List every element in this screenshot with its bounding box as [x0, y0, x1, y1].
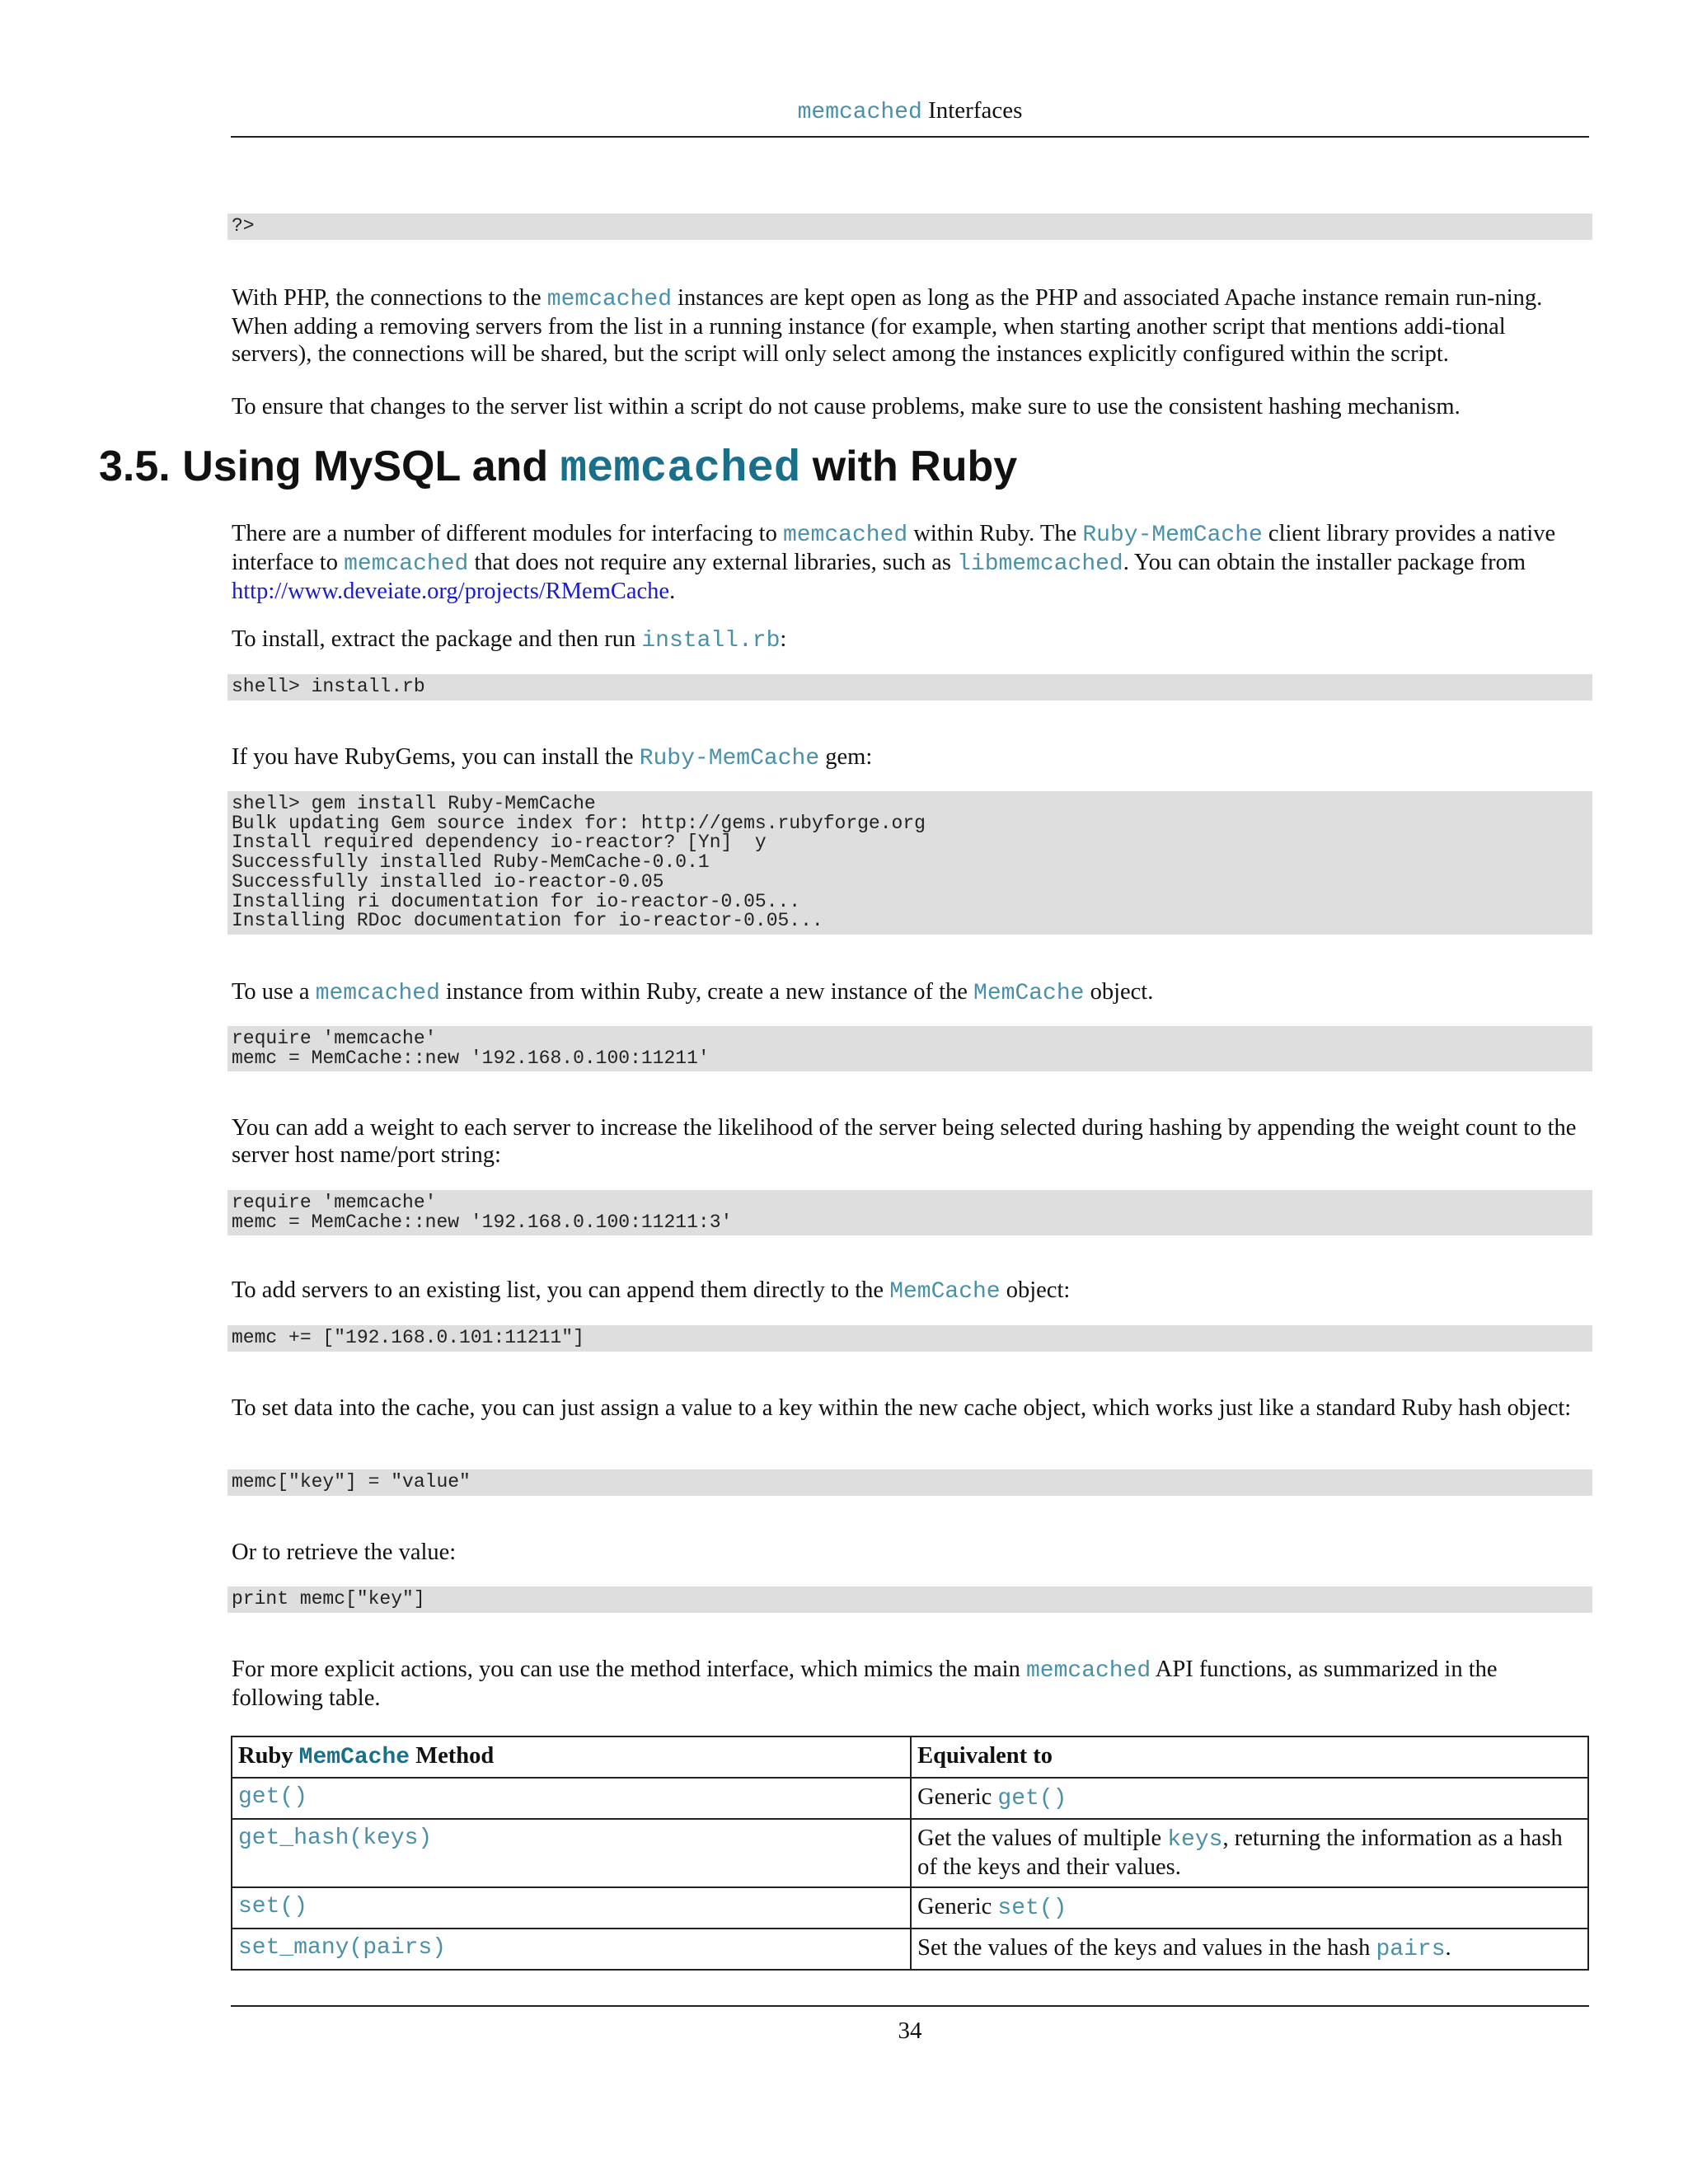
inline-code: memcached	[315, 981, 440, 1006]
rubygems-paragraph: If you have RubyGems, you can install the Ruby-MemCache gem:	[232, 744, 873, 771]
table-header-method: Ruby MemCache Method	[232, 1736, 911, 1778]
set-code-block: memc["key"] = "value"	[227, 1469, 1592, 1496]
inline-code: install.rb	[641, 628, 781, 654]
method-cell: set_many(pairs)	[232, 1929, 911, 1970]
inline-code: get()	[997, 1786, 1067, 1811]
consistent-hashing-paragraph: To ensure that changes to the server list within a script do not cause problems, make sure to use the consistent hashing mechanism.	[232, 394, 1461, 419]
page-number: 34	[898, 2018, 922, 2044]
equivalent-cell: Generic get()	[911, 1778, 1588, 1819]
header-title: Interfaces	[928, 97, 1023, 124]
retrieve-paragraph: Or to retrieve the value:	[232, 1540, 457, 1565]
method-cell: set()	[232, 1887, 911, 1929]
table-header-equivalent: Equivalent to	[911, 1736, 1588, 1778]
inline-code: libmemcached	[957, 551, 1123, 577]
equivalent-cell: Generic set()	[911, 1887, 1588, 1929]
inline-code: Ruby-MemCache	[1082, 523, 1263, 548]
table-row	[232, 1929, 1588, 1970]
php-close-code-block: ?>	[227, 213, 1592, 240]
inline-code: MemCache	[889, 1279, 1001, 1305]
header-code: memcached	[797, 100, 922, 125]
append-code-block: memc += ["192.168.0.101:11211"]	[227, 1325, 1592, 1352]
heading-code: memcached	[560, 444, 801, 494]
header-code: MemCache	[298, 1745, 410, 1770]
equivalent-cell: Set the values of the keys and values in the hash pairs.	[911, 1929, 1588, 1970]
footer-rule	[231, 2005, 1589, 2007]
table-row	[232, 1819, 1588, 1887]
inline-code: memcached	[782, 523, 908, 548]
retrieve-code-block: print memc["key"]	[227, 1586, 1592, 1613]
weight-paragraph: You can add a weight to each server to increase the likelihood of the server being selected during hashing by appending the weight count to the server host name/port string:	[232, 1115, 1577, 1168]
weight-code-block: require 'memcache' memc = MemCache::new '192.168.0.100:11211:3'	[227, 1190, 1592, 1235]
inline-code: memcached	[1025, 1658, 1151, 1684]
php-connections-paragraph: With PHP, the connections to the memcached instances are kept open as long as the PHP and associated Apache instance remain run-ning. When adding a removing servers from the list in a running instance (for example, when starting another script that mentions addi-tional servers), the connections will be shared, but the script will only select among the instances explicitly configured within the script.	[232, 285, 1543, 367]
set-data-paragraph: To set data into the cache, you can just assign a value to a key within the new cache object, which works just like a standard Ruby hash object:	[232, 1395, 1572, 1421]
install-code-block: shell> install.rb	[227, 674, 1592, 701]
inline-code: memcached	[546, 287, 673, 312]
append-servers-paragraph: To add servers to an existing list, you can append them directly to the MemCache object:	[232, 1277, 1071, 1305]
section-heading: 3.5. Using MySQL and memcached with Ruby	[99, 443, 1018, 494]
gem-install-code-block: shell> gem install Ruby-MemCache Bulk updating Gem source index for: http://gems.rubyforge.org Install required dependency io-reactor? [Yn] y Successfully installed Ruby-MemCache-0.0.1 Successfully installed io-reactor-0.05 Installing ri documentation for io-reactor-0.05... Installing RDoc documentation for io-reactor-0.05...	[227, 791, 1592, 935]
table-row	[232, 1778, 1588, 1819]
method-cell: get_hash(keys)	[232, 1819, 911, 1887]
table-header-row	[232, 1736, 1588, 1778]
require-code-block: require 'memcache' memc = MemCache::new '192.168.0.100:11211'	[227, 1026, 1592, 1071]
method-cell: get()	[232, 1778, 911, 1819]
table-row	[232, 1887, 1588, 1929]
memcache-methods-table	[231, 1736, 1589, 1971]
header-rule	[231, 136, 1589, 138]
inline-code: keys	[1167, 1827, 1223, 1853]
running-header	[231, 94, 1589, 129]
ruby-intro-paragraph: There are a number of different modules for interfacing to memcached within Ruby. The Ruby-MemCache client library provides a native interface to memcached that does not require any external libraries, such as libmemcached. You can obtain the installer package from http://www.deveiate.org/projects/RMemCache.	[232, 521, 1556, 604]
install-paragraph: To install, extract the package and then run install.rb:	[232, 626, 787, 654]
inline-code: memcached	[344, 551, 469, 577]
use-instance-paragraph: To use a memcached instance from within Ruby, create a new instance of the MemCache object.	[232, 979, 1154, 1006]
equivalent-cell: Get the values of multiple keys, returning the information as a hash of the keys and their values.	[911, 1819, 1588, 1887]
rmemcache-link[interactable]: http://www.deveiate.org/projects/RMemCache	[232, 579, 670, 604]
explicit-actions-paragraph: For more explicit actions, you can use the method interface, which mimics the main memcached API functions, as summarized in the following table.	[232, 1657, 1498, 1711]
inline-code: pairs	[1376, 1937, 1446, 1962]
inline-code: Ruby-MemCache	[639, 746, 820, 771]
inline-code: MemCache	[973, 981, 1085, 1006]
inline-code: set()	[997, 1896, 1067, 1921]
